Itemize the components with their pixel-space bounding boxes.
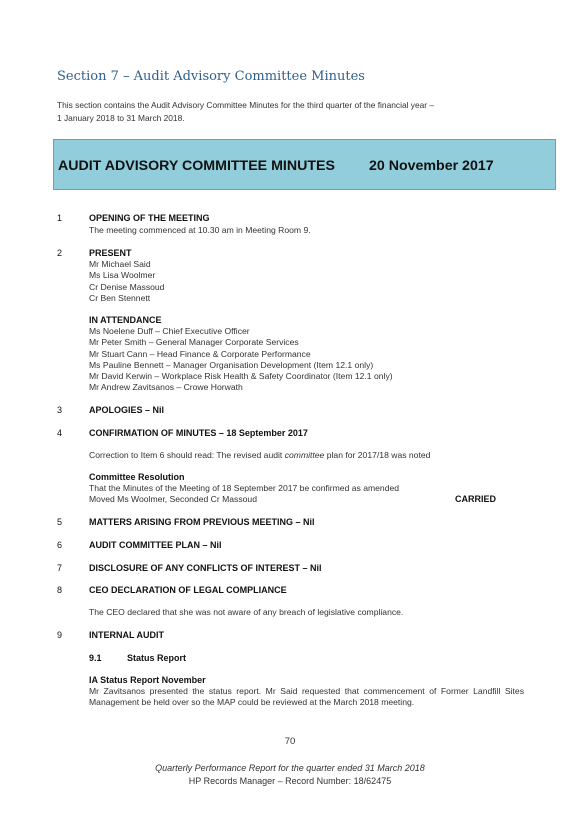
attendee: Mr Peter Smith – General Manager Corporate Services bbox=[89, 337, 299, 347]
item-number: 4 bbox=[57, 428, 63, 438]
page-number: 70 bbox=[284, 736, 296, 747]
moved-seconded: Moved Ms Woolmer, Seconded Cr Massoud bbox=[89, 494, 257, 504]
item-heading: OPENING OF THE MEETING bbox=[89, 213, 210, 223]
banner-date: 20 November 2017 bbox=[369, 158, 494, 174]
ia-text: Mr Zavitsanos presented the status report. Mr Said requested that commencement of Former Landfill Sites Management be held over so the MAP could be reviewed at the March 2018 meeting. bbox=[89, 686, 524, 707]
attendee: Mr David Kerwin – Workplace Risk Health & Safety Coordinator (Item 12.1 only) bbox=[89, 371, 393, 381]
item-heading: MATTERS ARISING FROM PREVIOUS MEETING – Nil bbox=[89, 517, 315, 527]
item-number: 7 bbox=[57, 563, 63, 573]
attendee: Ms Pauline Bennett – Manager Organisation Development (Item 12.1 only) bbox=[89, 360, 374, 370]
attendee: Mr Stuart Cann – Head Finance & Corporate Performance bbox=[89, 349, 311, 359]
item-heading: CEO DECLARATION OF LEGAL COMPLIANCE bbox=[89, 585, 287, 595]
item-number: 2 bbox=[57, 248, 63, 258]
item-heading: DISCLOSURE OF ANY CONFLICTS OF INTEREST – Nil bbox=[89, 563, 322, 573]
attendance-heading: IN ATTENDANCE bbox=[89, 315, 162, 325]
attendee: Mr Andrew Zavitsanos – Crowe Horwath bbox=[89, 382, 243, 392]
resolution-text: That the Minutes of the Meeting of 18 September 2017 be confirmed as amended bbox=[89, 483, 400, 493]
present-member: Mr Michael Said bbox=[89, 259, 151, 269]
item-number: 3 bbox=[57, 405, 63, 415]
intro-line-1: This section contains the Audit Advisory Committee Minutes for the third quarter of the financial year – bbox=[57, 100, 435, 110]
present-member: Cr Ben Stennett bbox=[89, 293, 151, 303]
ia-heading: IA Status Report November bbox=[89, 675, 206, 685]
carried-label: CARRIED bbox=[455, 494, 497, 504]
footer-record-number: HP Records Manager – Record Number: 18/62475 bbox=[188, 776, 392, 786]
item-number: 9 bbox=[57, 630, 63, 640]
resolution-heading: Committee Resolution bbox=[89, 472, 185, 482]
item-heading: PRESENT bbox=[89, 248, 132, 258]
present-member: Cr Denise Massoud bbox=[89, 282, 165, 292]
correction-text: Correction to Item 6 should read: The revised audit committee plan for 2017/18 was noted bbox=[89, 450, 431, 460]
item-number: 8 bbox=[57, 585, 63, 595]
item-heading: CONFIRMATION OF MINUTES – 18 September 2017 bbox=[89, 428, 308, 438]
banner-title: AUDIT ADVISORY COMMITTEE MINUTES bbox=[58, 158, 335, 174]
item-heading: APOLOGIES – Nil bbox=[89, 405, 165, 415]
present-member: Ms Lisa Woolmer bbox=[89, 270, 156, 280]
item-text: The CEO declared that she was not aware of any breach of legislative compliance. bbox=[89, 607, 404, 617]
item-number: 6 bbox=[57, 540, 63, 550]
item-heading: INTERNAL AUDIT bbox=[89, 630, 164, 640]
section-title: Section 7 – Audit Advisory Committee Minutes bbox=[57, 69, 365, 84]
item-number: 5 bbox=[57, 517, 63, 527]
subitem-heading: Status Report bbox=[127, 653, 187, 663]
minutes-banner bbox=[53, 139, 556, 190]
item-heading: AUDIT COMMITTEE PLAN – Nil bbox=[89, 540, 222, 550]
item-number: 1 bbox=[57, 213, 63, 223]
subitem-number: 9.1 bbox=[89, 653, 102, 663]
item-text: The meeting commenced at 10.30 am in Meeting Room 9. bbox=[89, 225, 311, 235]
intro-line-2: 1 January 2018 to 31 March 2018. bbox=[57, 113, 185, 123]
attendee: Ms Noelene Duff – Chief Executive Officer bbox=[89, 326, 250, 336]
footer-report-title: Quarterly Performance Report for the quarter ended 31 March 2018 bbox=[155, 763, 425, 773]
